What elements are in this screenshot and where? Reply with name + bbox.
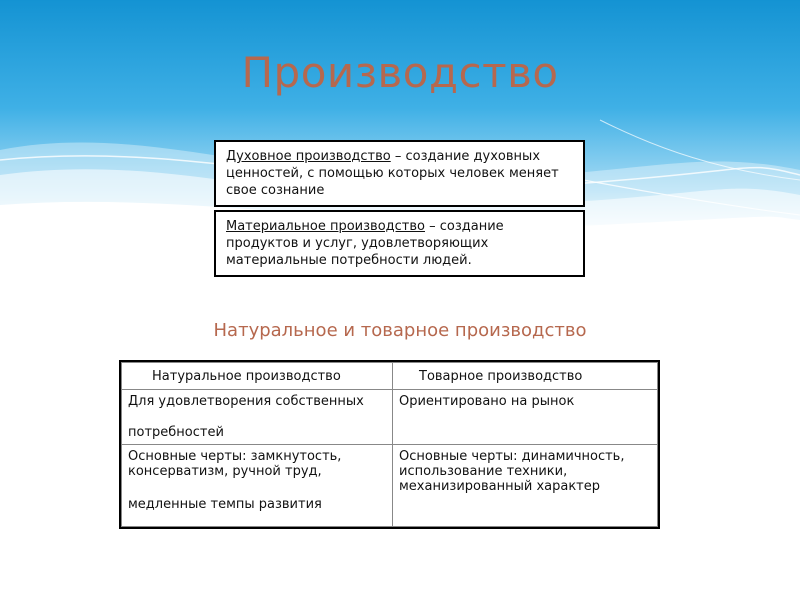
page-title: Производство (241, 48, 559, 97)
cell-text: потребностей (128, 425, 224, 440)
cell-text: Основные черты: динамичность, использование техники, механизированный характер (399, 449, 625, 494)
definition-term: Духовное производство (226, 149, 391, 164)
cell-text: Ориентировано на рынок (399, 394, 575, 409)
definition-text: – создание продуктов и услуг, удовлетворяющих материальные потребности людей. (226, 219, 504, 268)
table-cell-natural (122, 390, 393, 445)
table-row (122, 445, 658, 527)
table-cell-commodity (393, 390, 658, 445)
definition-box-material (214, 210, 585, 277)
definition-text: – создание духовных ценностей, с помощью которых человек меняет свое сознание (226, 149, 559, 198)
section-subtitle: Натуральное и товарное производство (213, 320, 587, 341)
column-header-commodity: Товарное производство (393, 363, 658, 390)
definition-box-spiritual (214, 140, 585, 207)
cell-text: медленные темпы развития (128, 497, 322, 512)
cell-text: Основные черты: замкнутость, консерватизм, ручной труд, (128, 449, 342, 479)
comparison-table (121, 362, 658, 527)
column-header-natural: Натуральное производство (122, 363, 393, 390)
table-cell-commodity (393, 445, 658, 527)
table-row (122, 390, 658, 445)
table-header-row (122, 363, 658, 390)
cell-text: Для удовлетворения собственных (128, 394, 364, 409)
table-cell-natural (122, 445, 393, 527)
definition-term: Материальное производство (226, 219, 425, 234)
